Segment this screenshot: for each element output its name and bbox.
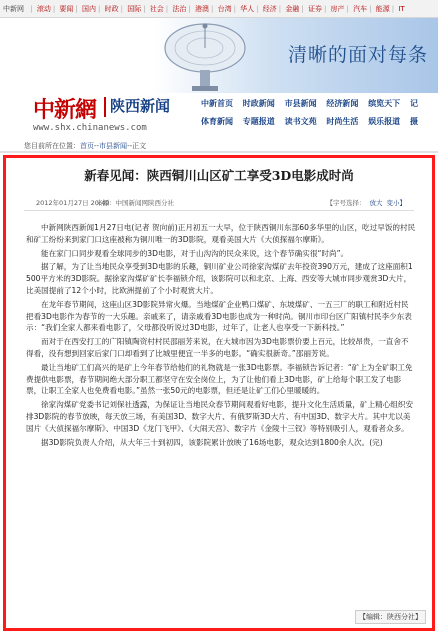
font-size-shrink-link[interactable]: 变小】	[386, 199, 406, 207]
top-nav-item[interactable]: 经济	[262, 5, 277, 13]
top-nav-item[interactable]: 台湾	[217, 5, 232, 13]
breadcrumb-home[interactable]: 首页	[80, 142, 94, 150]
article-paragraph: 徐家沟煤矿党委书记刘保社透露，为保证让当地民众春节期间观看好电影，提升文化生活质量，矿上精心组织安排3D影院的春节放映，每天放三场，有美国3D、数字大片、有俄罗斯3D大片、有中国3D、数字大片。其中尤以美国片《大侦探福尔摩斯》、中国3D《龙门飞甲》、《大闹天宫》、数字片《金陵十三钗》等特别吸引人，观看者众多。	[26, 400, 414, 433]
channel-link[interactable]: 摄	[409, 117, 418, 126]
site-logo[interactable]: 中新網	[33, 97, 97, 123]
top-nav-divider: |	[369, 5, 372, 13]
top-nav-item[interactable]: 国内	[82, 5, 97, 13]
site-logo-subtitle: 陕西新闻	[110, 97, 171, 115]
article-date: 2012年01月27日 20:40	[36, 199, 110, 207]
top-nav-item[interactable]: 国际	[127, 5, 142, 13]
article-paragraph: 据了解，为了让当地民众享受到3D电影的乐趣，铜川矿业公司徐家沟煤矿去年投资390万元，建成了这座面积1500平方米的3D影院。据徐家沟煤矿矿长李福锁介绍，该影院可以和北京、上海、西安等大城市同步观赏3D大片，比美国提前了12个小时，比欧洲提前了个小时观赏大片。	[26, 262, 413, 295]
site-url: www.shx.chinanews.com	[33, 123, 147, 133]
channel-link[interactable]: 缤览天下	[368, 99, 401, 108]
editor-credit: 【编辑：陕西分社】	[355, 610, 426, 624]
breadcrumb	[24, 141, 146, 151]
channel-link[interactable]: 时政新闻	[242, 99, 275, 108]
top-nav-divider: |	[75, 5, 78, 13]
top-nav-item[interactable]: 证券	[307, 5, 322, 13]
article-paragraph: 能在家门口同步观看全球同步的3D电影，对于山沟沟的民众来说，这个春节确实很“时尚”。	[41, 248, 349, 258]
top-nav-bar	[0, 0, 438, 18]
satellite-dish-icon	[150, 20, 260, 92]
article-paragraph: 最让当地矿工们高兴的是矿上今年春节给他们的礼物就是一张3D电影票。李福锁告诉记者：“矿上为全矿职工免费提供电影票，春节期间绝大部分职工都坚守在安全岗位上，为了让他们看上3D电影，矿上给每个职工发了电影票，让职工全家人也免费看电影。”虽然一张50元的电影票，但还是让矿工们心里暖暖的。	[26, 362, 413, 396]
top-nav-divider: |	[301, 5, 304, 13]
breadcrumb-prefix: 您目前所在位置：	[24, 142, 80, 150]
top-nav-divider: |	[210, 5, 214, 13]
top-nav-divider: |	[323, 5, 327, 13]
channel-nav	[201, 95, 438, 131]
top-nav-item[interactable]: 金融	[285, 5, 300, 13]
top-nav-item[interactable]: 房产	[330, 5, 345, 13]
top-nav-divider: |	[98, 5, 101, 13]
channel-link[interactable]: 市县新闻	[284, 99, 317, 108]
breadcrumb-separator: --	[127, 142, 133, 150]
top-nav-divider: |	[278, 5, 282, 13]
top-nav-item[interactable]: 汽车	[353, 5, 368, 13]
header-banner	[0, 18, 438, 93]
top-nav-item[interactable]: 要闻	[59, 5, 74, 13]
article-paragraph: 在龙年春节期间，这座山区3D影院异常火爆。当地煤矿企业鸭口煤矿、东坡煤矿、一五三厂的职工和附近村民把看3D电影作为春节的一大乐趣。亲戚来了，请亲戚看3D电影也成为一种时尚。铜川市印台区广阳镇村民李少东表示：“我们全家人都来看电影了，父母都没听说过3D电影，过年了，让老人也享受一下新科技。”	[26, 299, 412, 333]
top-nav-item[interactable]: 法治	[172, 5, 187, 13]
channel-link[interactable]: 时尚生活	[326, 117, 359, 126]
top-nav-divider: |	[391, 5, 395, 13]
top-nav-item[interactable]: 华人	[240, 5, 255, 13]
top-nav-divider: |	[165, 5, 169, 13]
channel-link[interactable]: 读书文苑	[284, 117, 317, 126]
top-nav-item[interactable]: 时政	[104, 5, 119, 13]
top-nav-divider: |	[143, 5, 146, 13]
channel-link[interactable]: 娱乐报道	[368, 117, 401, 126]
channel-nav-row	[201, 113, 438, 131]
font-size-selector	[327, 198, 407, 207]
breadcrumb-divider	[0, 151, 438, 153]
top-nav-item[interactable]: IT	[398, 5, 405, 13]
top-nav-item[interactable]: 港澳	[194, 5, 209, 13]
top-nav-item[interactable]: 社会	[149, 5, 164, 13]
top-nav-divider: |	[233, 5, 236, 13]
top-nav-item[interactable]: 能源	[375, 5, 390, 13]
meta-divider	[24, 210, 414, 211]
article-paragraph: 据3D影院负责人介绍，从大年三十到初四，该影院累计放映了16场电影，观众达到1800余人次。(完)	[41, 437, 383, 447]
top-nav-home[interactable]: 中新网	[3, 5, 24, 13]
breadcrumb-separator: --	[94, 142, 100, 150]
article-frame	[3, 155, 435, 631]
channel-link[interactable]: 记	[409, 99, 418, 108]
top-nav-item[interactable]: 滚动	[36, 5, 51, 13]
channel-link[interactable]: 专题报道	[242, 117, 275, 126]
article-paragraph: 而对于在西安打工的广阳镇陶资村村民邵丽芳来说，在大城市因为3D电影票价要上百元，比较昂贵，一直舍不得看，没有想到回家后家门口却看到了比城里便宜一半多的电影。“确实很新奇。”邵丽芳说。	[26, 337, 409, 358]
breadcrumb-current: 正文	[132, 142, 147, 150]
top-nav-divider: |	[256, 5, 259, 13]
top-nav-divider: |	[120, 5, 123, 13]
channel-link[interactable]: 中新首页	[201, 99, 233, 108]
logo-divider	[104, 97, 106, 117]
font-size-enlarge-link[interactable]: 放大	[369, 199, 383, 207]
breadcrumb-section[interactable]: 市县新闻	[99, 142, 128, 150]
channel-link[interactable]: 经济新闻	[326, 99, 359, 108]
top-nav-divider: |	[52, 5, 56, 13]
article-paragraph: 中新网陕西新闻1月27日电(记者 贺向前)正月初五一大早，位于陕西铜川东部60多华里的山区，吃过早饭的村民和矿工纷纷来到家门口这座被称为铜川唯一的3D影院，观看美国大片《大侦探福尔摩斯》。	[26, 223, 416, 244]
article-title: 新春见闻：陕西铜川山区矿工享受3D电影成时尚	[84, 168, 354, 183]
channel-link[interactable]: 体育新闻	[201, 117, 233, 126]
article-source: 来源：中国新闻网陕西分社	[96, 199, 174, 207]
article-body	[26, 222, 416, 450]
channel-nav-row	[201, 95, 438, 113]
font-size-label: 【字号选择：	[326, 199, 366, 207]
top-nav-divider: |	[346, 5, 349, 13]
banner-slogan: 清晰的面对每条	[287, 44, 428, 66]
top-nav-divider: |	[30, 5, 33, 13]
top-nav-divider: |	[188, 5, 191, 13]
